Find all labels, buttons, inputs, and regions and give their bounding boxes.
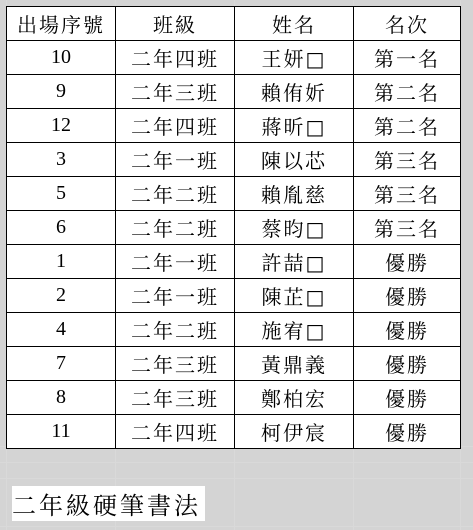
cell-class[interactable]: 二年四班	[116, 415, 235, 449]
cell-rank[interactable]: 第二名	[354, 109, 461, 143]
cell-rank[interactable]: 優勝	[354, 245, 461, 279]
table-row	[7, 75, 461, 109]
cell-order[interactable]: 3	[7, 143, 116, 177]
cell-order[interactable]: 6	[7, 211, 116, 245]
table-row	[7, 347, 461, 381]
header-cell-name[interactable]: 姓名	[235, 7, 354, 41]
cell-order[interactable]: 1	[7, 245, 116, 279]
table-row	[7, 177, 461, 211]
cell-order[interactable]: 5	[7, 177, 116, 211]
cell-name[interactable]: 陳芷□	[235, 279, 354, 313]
cell-order[interactable]: 11	[7, 415, 116, 449]
gridline-row	[0, 526, 473, 527]
cell-class[interactable]: 二年四班	[116, 41, 235, 75]
header-cell-class[interactable]: 班級	[116, 7, 235, 41]
cell-class[interactable]: 二年四班	[116, 109, 235, 143]
cell-name[interactable]: 許喆□	[235, 245, 354, 279]
table-row	[7, 109, 461, 143]
gridline-row	[0, 462, 473, 463]
cell-name[interactable]: 蔡昀□	[235, 211, 354, 245]
cell-name[interactable]: 柯伊宸	[235, 415, 354, 449]
cell-class[interactable]: 二年三班	[116, 381, 235, 415]
cell-name[interactable]: 蔣昕□	[235, 109, 354, 143]
cell-order[interactable]: 9	[7, 75, 116, 109]
cell-rank[interactable]: 優勝	[354, 347, 461, 381]
table-row	[7, 313, 461, 347]
table-row	[7, 415, 461, 449]
cell-rank[interactable]: 第三名	[354, 177, 461, 211]
cell-order[interactable]: 4	[7, 313, 116, 347]
table-row	[7, 41, 461, 75]
cell-rank[interactable]: 第一名	[354, 41, 461, 75]
cell-rank[interactable]: 優勝	[354, 313, 461, 347]
cell-name[interactable]: 賴胤慈	[235, 177, 354, 211]
cell-rank[interactable]: 第三名	[354, 211, 461, 245]
cell-rank[interactable]: 第二名	[354, 75, 461, 109]
cell-class[interactable]: 二年一班	[116, 143, 235, 177]
header-cell-rank[interactable]: 名次	[354, 7, 461, 41]
cell-order[interactable]: 7	[7, 347, 116, 381]
cell-order[interactable]: 12	[7, 109, 116, 143]
cell-name[interactable]: 陳以芯	[235, 143, 354, 177]
cell-class[interactable]: 二年二班	[116, 313, 235, 347]
sheet-caption[interactable]: 二年級硬筆書法	[12, 486, 205, 521]
cell-class[interactable]: 二年三班	[116, 75, 235, 109]
gridline-row	[0, 478, 473, 479]
table-row	[7, 211, 461, 245]
cell-class[interactable]: 二年一班	[116, 279, 235, 313]
cell-rank[interactable]: 優勝	[354, 381, 461, 415]
cell-class[interactable]: 二年三班	[116, 347, 235, 381]
cell-class[interactable]: 二年一班	[116, 245, 235, 279]
cell-name[interactable]: 賴侑妡	[235, 75, 354, 109]
ranking-table	[6, 6, 461, 449]
cell-order[interactable]: 8	[7, 381, 116, 415]
cell-name[interactable]: 鄭柏宏	[235, 381, 354, 415]
cell-class[interactable]: 二年二班	[116, 211, 235, 245]
cell-rank[interactable]: 優勝	[354, 415, 461, 449]
cell-class[interactable]: 二年二班	[116, 177, 235, 211]
cell-name[interactable]: 施宥□	[235, 313, 354, 347]
cell-order[interactable]: 2	[7, 279, 116, 313]
table-row	[7, 143, 461, 177]
table-row	[7, 381, 461, 415]
cell-name[interactable]: 黃鼎義	[235, 347, 354, 381]
table-row	[7, 245, 461, 279]
header-cell-order[interactable]: 出場序號	[7, 7, 116, 41]
cell-name[interactable]: 王妍□	[235, 41, 354, 75]
cell-rank[interactable]: 第三名	[354, 143, 461, 177]
cell-rank[interactable]: 優勝	[354, 279, 461, 313]
cell-order[interactable]: 10	[7, 41, 116, 75]
header-row	[7, 7, 461, 41]
table-row	[7, 279, 461, 313]
